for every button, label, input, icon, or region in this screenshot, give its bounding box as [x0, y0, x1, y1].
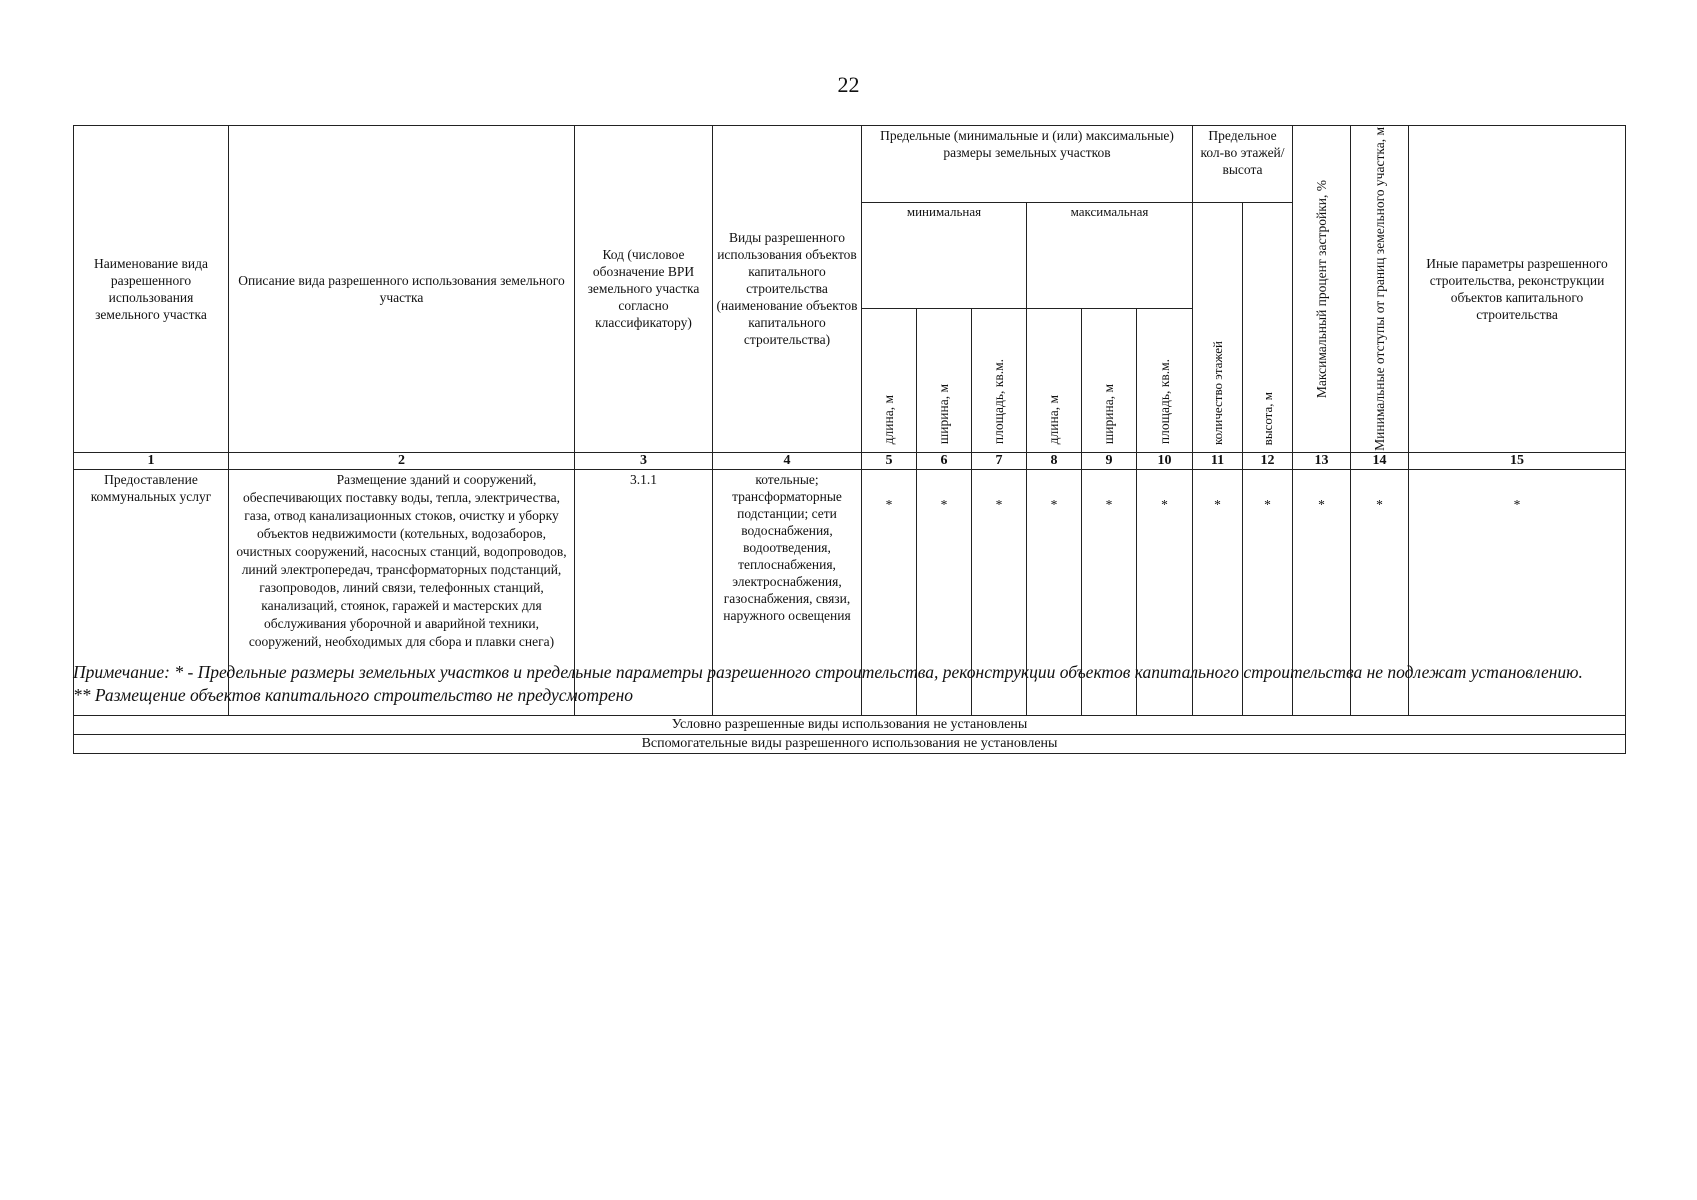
land-use-table	[73, 125, 1626, 754]
header-classifier-code: Код (числовое обозначение ВРИ земельного участка согласно классификатору)	[575, 126, 713, 453]
column-number: 6	[917, 452, 972, 469]
column-number: 3	[575, 452, 713, 469]
footnote-line-2: ** Размещение объектов капитального строительство не предусмотрено	[73, 685, 634, 705]
header-min-area: площадь, кв.м.	[972, 308, 1027, 452]
header-other-parameters: Иные параметры разрешенного строительства, реконструкции объектов капитального строительства	[1409, 126, 1626, 453]
header-building-use-types: Виды разрешенного использования объектов капитального строительства (наименование объектов капитального строительства)	[713, 126, 862, 453]
header-height: высота, м	[1243, 203, 1293, 453]
header-plot-size-limits: Предельные (минимальные и (или) максимальные) размеры земельных участков	[862, 126, 1193, 203]
star-cell: *	[1027, 469, 1082, 715]
conditional-uses-note: Условно разрешенные виды использования не установлены	[74, 715, 1626, 734]
header-max-area: площадь, кв.м.	[1137, 308, 1193, 452]
column-number: 4	[713, 452, 862, 469]
header-min-setback: Минимальные отступы от границ земельного участка, м	[1351, 126, 1409, 453]
footnote-line-1: Примечание: * - Предельные размеры земельных участков и предельные параметры разрешенного строительства, реконструкции объектов капитального строительства не подлежат установлению.	[73, 662, 1583, 682]
header-max-coverage-percent: Максимальный процент застройки, %	[1293, 126, 1351, 453]
column-number: 1	[74, 452, 229, 469]
description-rest: обеспечивающих поставку воды, тепла, электричества, газа, отвод канализационных стоков, очистку и уборку объектов недвижимости (котельных, водозаборов, очистных сооружений, насосных станций, водопроводов, линий электропередач, трансформаторных подстанций, газопроводов, линий связи, телефонных станций, канализаций, стоянок, гаражей и мастерских для обслуживания уборочной и аварийной техники, сооружений, необходимых для сбора и плавки снега)	[236, 489, 567, 649]
column-number-row	[74, 452, 1626, 469]
header-max-width: ширина, м	[1082, 308, 1137, 452]
conditional-uses-row	[74, 715, 1626, 734]
column-number: 10	[1137, 452, 1193, 469]
column-number: 7	[972, 452, 1027, 469]
column-number: 15	[1409, 452, 1626, 469]
header-land-use-name: Наименование вида разрешенного использования земельного участка	[74, 126, 229, 453]
star-cell: *	[917, 469, 972, 715]
description-first-line: Размещение зданий и сооружений,	[336, 471, 537, 487]
header-floors-count: количество этажей	[1193, 203, 1243, 453]
column-number: 5	[862, 452, 917, 469]
star-cell: *	[1193, 469, 1243, 715]
header-max-length: длина, м	[1027, 308, 1082, 452]
header-min-length: длина, м	[862, 308, 917, 452]
star-cell: *	[1137, 469, 1193, 715]
column-number: 8	[1027, 452, 1082, 469]
auxiliary-uses-row	[74, 734, 1626, 753]
header-min-width: ширина, м	[917, 308, 972, 452]
star-cell: *	[1243, 469, 1293, 715]
column-number: 11	[1193, 452, 1243, 469]
header-row-top	[74, 126, 1626, 203]
column-number: 14	[1351, 452, 1409, 469]
land-use-name: Предоставление коммунальных услуг	[74, 469, 229, 715]
column-number: 13	[1293, 452, 1351, 469]
star-cell: *	[1293, 469, 1351, 715]
column-number: 12	[1243, 452, 1293, 469]
star-cell: *	[1351, 469, 1409, 715]
header-land-use-description: Описание вида разрешенного использования земельного участка	[229, 126, 575, 453]
header-min-group: минимальная	[862, 203, 1027, 309]
star-cell: *	[1082, 469, 1137, 715]
page-number: 22	[837, 72, 860, 97]
building-use-types: котельные; трансформаторные подстанции; сети водоснабжения, водоотведения, теплоснабжения, электроснабжения, газоснабжения, связи, наружного освещения	[713, 469, 862, 715]
auxiliary-uses-note: Вспомогательные виды разрешенного использования не установлены	[74, 734, 1626, 753]
header-floors-height-limits: Предельное кол-во этажей/ высота	[1193, 126, 1293, 203]
star-cell: *	[862, 469, 917, 715]
star-cell: *	[972, 469, 1027, 715]
star-cell: *	[1409, 469, 1626, 715]
header-max-group: максимальная	[1027, 203, 1193, 309]
column-number: 2	[229, 452, 575, 469]
column-number: 9	[1082, 452, 1137, 469]
classifier-code: 3.1.1	[575, 469, 713, 715]
footnote	[73, 661, 1633, 707]
